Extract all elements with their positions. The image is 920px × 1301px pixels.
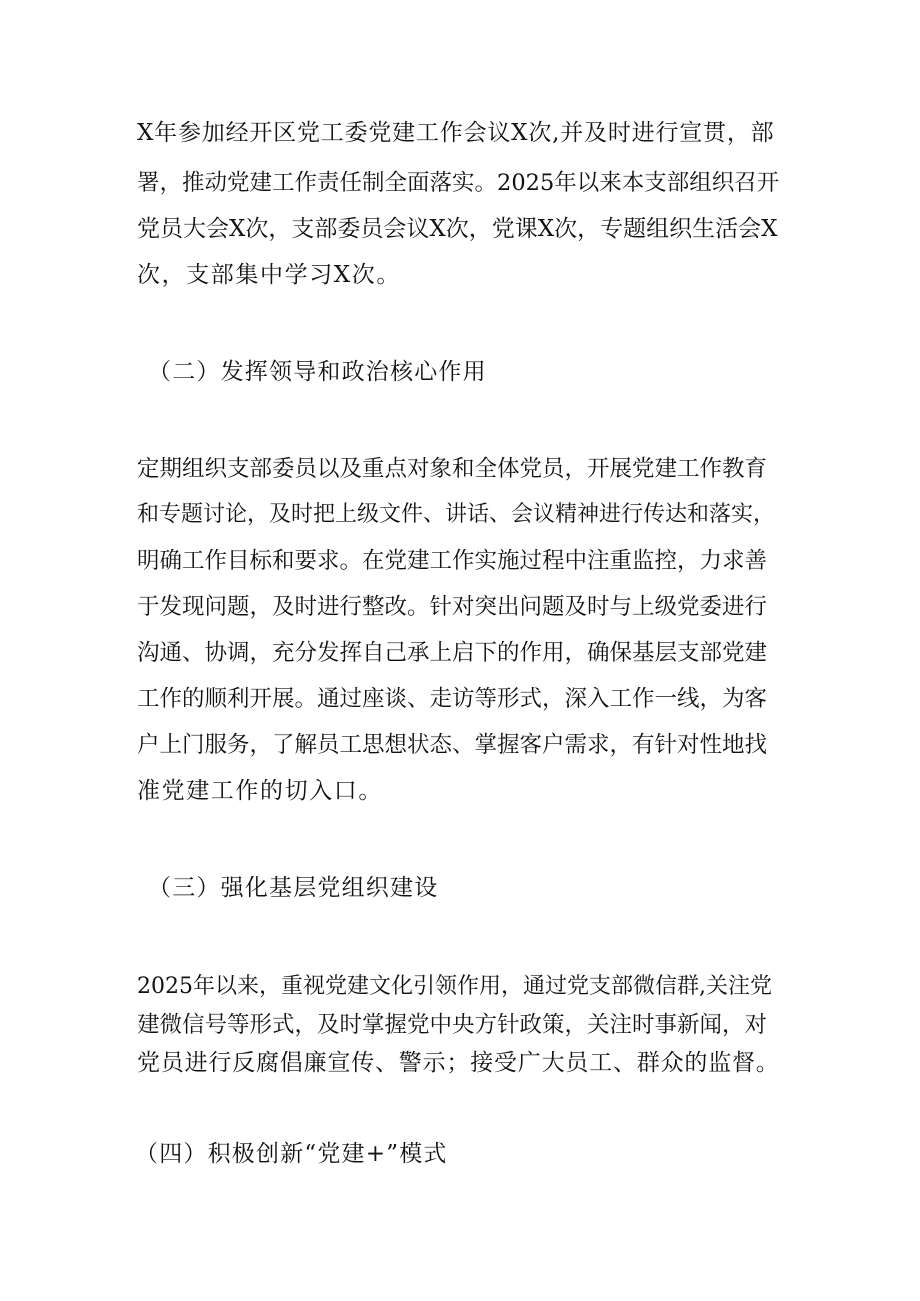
paragraph-1-line-1: X年参加经开区党工委党建工作会议X次,并及时进行宣贯，部 — [137, 120, 775, 146]
paragraph-2-line-5: 沟通、协调，充分发挥自己承上启下的作用，确保基层支部党建 — [137, 640, 768, 666]
paragraph-1-line-2: 署，推动党建工作责任制全面落实。2025年以来本支部组织召开 — [137, 170, 780, 196]
paragraph-2-line-6: 工作的顺利开展。通过座谈、走访等形式，深入工作一线，为客 — [137, 686, 768, 712]
paragraph-2-line-1: 定期组织支部委员以及重点对象和全体党员，开展党建工作教育 — [137, 456, 768, 482]
paragraph-1-line-4: 次，支部集中学习X次。 — [137, 262, 401, 288]
paragraph-2-line-3: 明确工作目标和要求。在党建工作实施过程中注重监控，力求善 — [137, 548, 768, 574]
paragraph-1-line-3: 党员大会X次，支部委员会议X次，党课X次，专题组织生活会X — [137, 216, 778, 242]
paragraph-2-line-2: 和专题讨论，及时把上级文件、讲话、会议精神进行传达和落实， — [137, 502, 776, 527]
paragraph-3-line-1: 2025年以来，重视党建文化引领作用，通过党支部微信群,关注党 — [137, 974, 772, 999]
paragraph-3-line-3: 党员进行反腐倡廉宣传、警示；接受广大员工、群众的监督。 — [137, 1050, 780, 1076]
paragraph-3-line-2: 建微信号等形式，及时掌握党中央方针政策，关注时事新闻，对 — [137, 1012, 768, 1038]
paragraph-2-line-8: 准党建工作的切入口。 — [137, 778, 383, 804]
section-heading-2: （二）发挥领导和政治核心作用 — [148, 359, 487, 385]
paragraph-2-line-4: 于发现问题，及时进行整改。针对突出问题及时与上级党委进行 — [137, 594, 768, 620]
section-heading-3: （三）强化基层党组织建设 — [148, 875, 439, 901]
section-heading-4: （四）积极创新“党建+”模式 — [135, 1141, 448, 1167]
paragraph-2-line-7: 户上门服务，了解员工思想状态、掌握客户需求，有针对性地找 — [137, 732, 768, 758]
